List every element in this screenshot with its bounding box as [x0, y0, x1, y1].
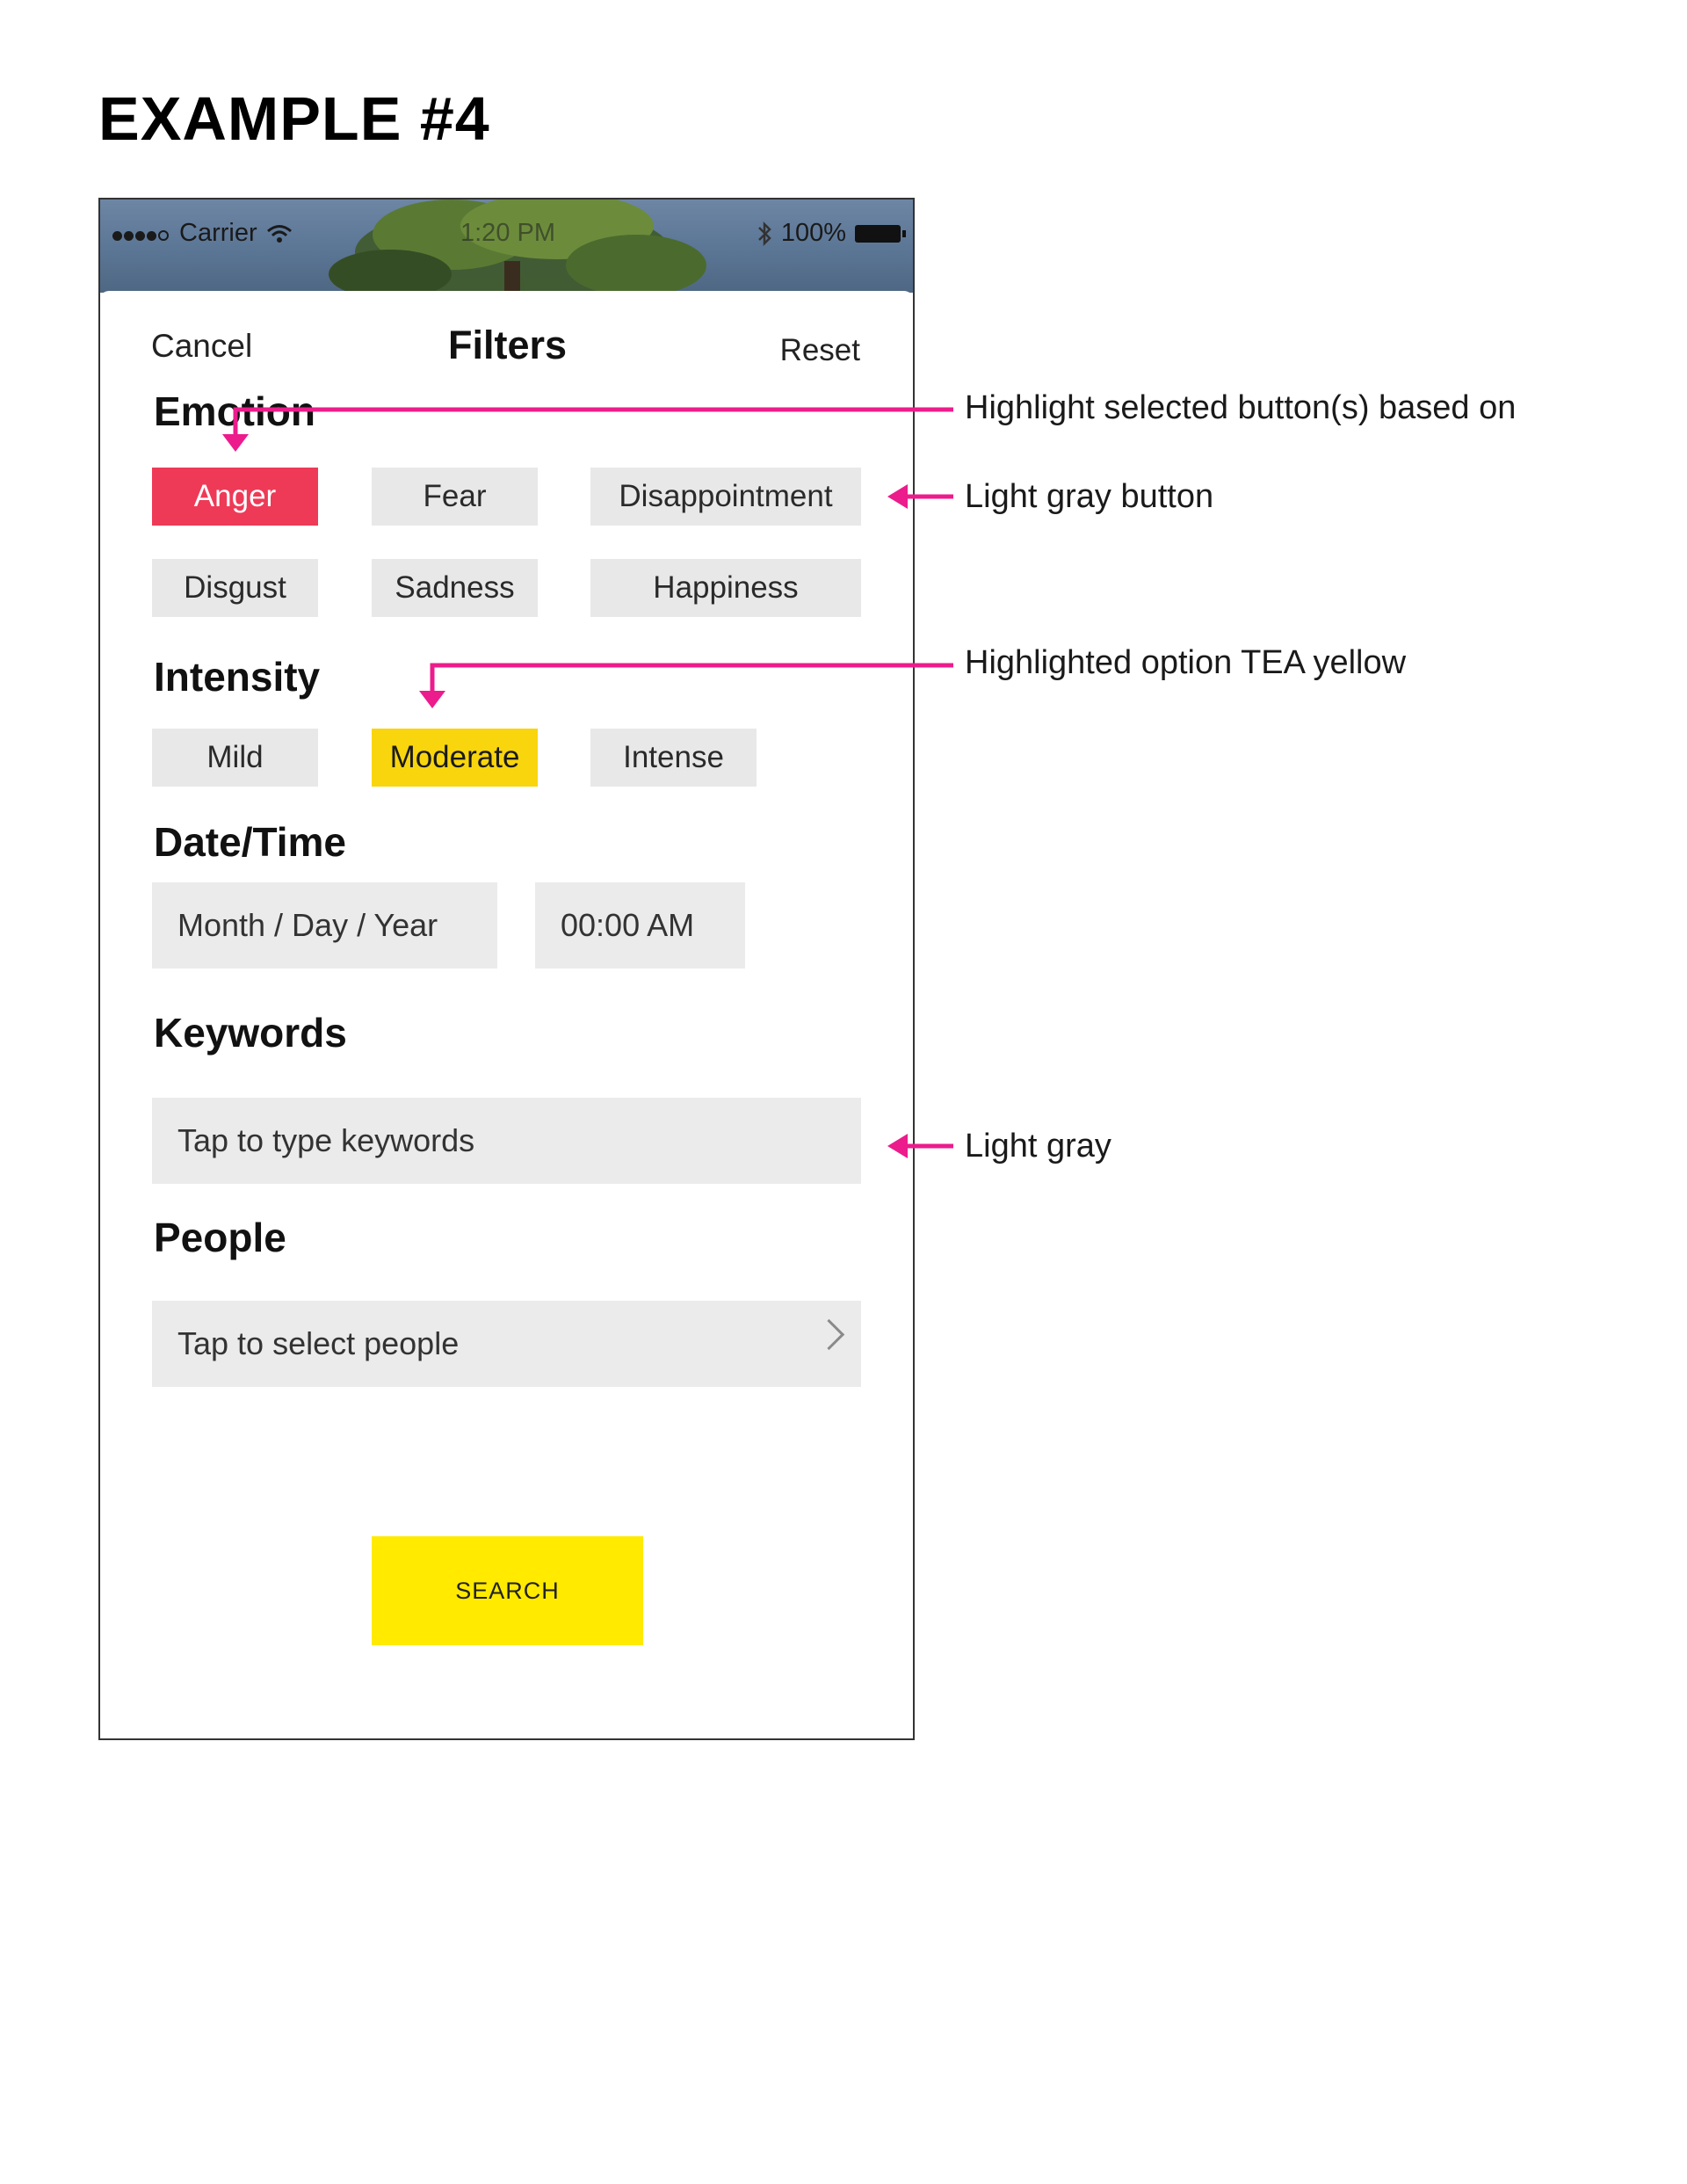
status-bar [100, 200, 913, 293]
emotion-option-sadness[interactable]: Sadness [372, 559, 538, 617]
annotation-light-gray-button: Light gray button [965, 478, 1214, 515]
search-button[interactable]: SEARCH [372, 1536, 643, 1645]
datetime-section-title: Date/Time [154, 819, 347, 865]
sheet-title: Filters [447, 323, 568, 367]
keywords-input[interactable]: Tap to type keywords [152, 1098, 861, 1184]
emotion-option-fear[interactable]: Fear [372, 468, 538, 526]
page-heading: EXAMPLE #4 [98, 84, 490, 153]
battery-percent: 100% [780, 219, 846, 247]
carrier-label: Carrier [179, 219, 257, 247]
keywords-section-title: Keywords [154, 1010, 347, 1056]
emotion-option-anger[interactable]: Anger [152, 468, 318, 526]
intensity-option-mild[interactable]: Mild [152, 729, 318, 787]
annotation-tea-yellow: Highlighted option TEA yellow [965, 644, 1407, 681]
annotation-highlight-selected: Highlight selected button(s) based on [965, 389, 1517, 426]
emotion-section-title: Emotion [154, 388, 315, 434]
people-selector[interactable] [152, 1301, 861, 1387]
wifi-icon [266, 224, 293, 243]
cancel-button[interactable]: Cancel [151, 328, 253, 364]
filters-sheet [100, 291, 913, 1740]
reset-button[interactable]: Reset [779, 333, 860, 367]
status-time: 1:20 PM [460, 219, 555, 247]
time-field[interactable]: 00:00 AM [535, 882, 745, 969]
annotation-light-gray: Light gray [965, 1128, 1111, 1165]
bluetooth-icon [757, 221, 772, 247]
signal-strength-icon [112, 219, 170, 248]
intensity-section-title: Intensity [154, 654, 321, 700]
people-selector-label: Tap to select people [177, 1325, 460, 1361]
intensity-option-moderate[interactable]: Moderate [372, 729, 538, 787]
phone-mockup [98, 198, 915, 1740]
intensity-option-intense[interactable]: Intense [590, 729, 757, 787]
battery-icon [855, 225, 901, 243]
emotion-option-happiness[interactable]: Happiness [590, 559, 861, 617]
emotion-option-disappointment[interactable]: Disappointment [590, 468, 861, 526]
people-section-title: People [154, 1215, 286, 1260]
chevron-right-icon [814, 1319, 844, 1350]
date-field[interactable]: Month / Day / Year [152, 882, 497, 969]
emotion-option-disgust[interactable]: Disgust [152, 559, 318, 617]
status-right [757, 219, 901, 248]
status-left [112, 219, 293, 248]
